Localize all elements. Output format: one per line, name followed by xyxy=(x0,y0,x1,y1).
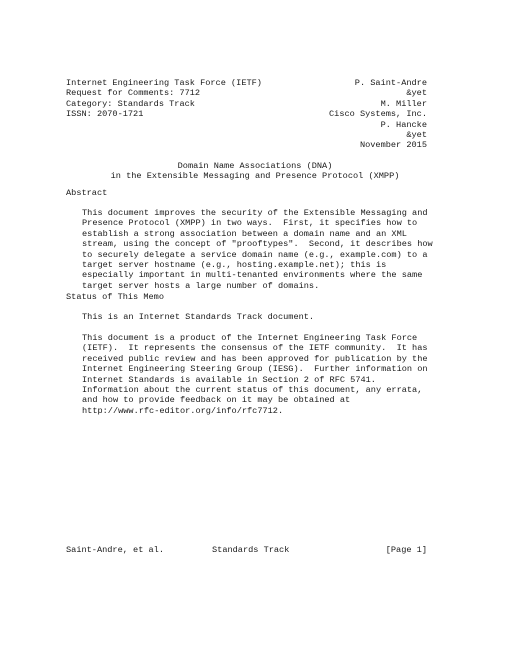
status-heading: Status of This Memo xyxy=(66,292,164,302)
header-author-3: P. Hancke xyxy=(380,119,427,130)
abstract-text: This document improves the security of the Extensible Messaging and Presence Protocol (XMPP) in two ways. First, it specifies how to establish a strong association between a domain name and an XML stream, using the concept of "prooftypes". Second, it describes how to securely delegate a service domain name (e.g., example.com) to a target server hostname (e.g., hosting.example.net); this is especially important in multi-tenanted environments where the same target server hosts a large number of domains. xyxy=(82,208,433,291)
footer-page-number: [Page 1] xyxy=(385,545,427,555)
header-category: Category: Standards Track xyxy=(66,98,195,109)
header-rfc-number: Request for Comments: 7712 xyxy=(66,88,201,99)
header-affiliation-3: &yet xyxy=(406,130,427,140)
abstract-heading: Abstract xyxy=(66,188,108,198)
status-paragraph-1: This is an Internet Standards Track document. xyxy=(82,312,315,322)
header-affiliation-1: &yet xyxy=(406,88,427,99)
document-title: Domain Name Associations (DNA) xyxy=(177,161,333,171)
header-date: November 2015 xyxy=(359,140,427,151)
header-author-1: P. Saint-Andre xyxy=(354,78,427,88)
header-author-2: M. Miller xyxy=(380,98,427,109)
header-issn: ISSN: 2070-1721 xyxy=(66,109,144,120)
header-affiliation-2: Cisco Systems, Inc. xyxy=(329,109,427,120)
footer-track: Standards Track xyxy=(212,545,290,555)
status-paragraph-3: Information about the current status of this document, any errata, and how to provide feedback on it may be obtained at http://www.rfc-editor.org/info/rfc7712. xyxy=(82,385,423,416)
document-subtitle: in the Extensible Messaging and Presence Protocol (XMPP) xyxy=(110,171,400,182)
header-organization: Internet Engineering Task Force (IETF) xyxy=(66,78,262,88)
footer-authors: Saint-Andre, et al. xyxy=(66,545,164,555)
status-paragraph-2: This document is a product of the Internet Engineering Task Force (IETF). It represents the consensus of the IETF community. It has received public review and has been approved for publication by the Internet Engineering Steering Group (IESG). Further information on Internet Standards is available in Section 2 of RFC 5741. xyxy=(82,333,428,385)
